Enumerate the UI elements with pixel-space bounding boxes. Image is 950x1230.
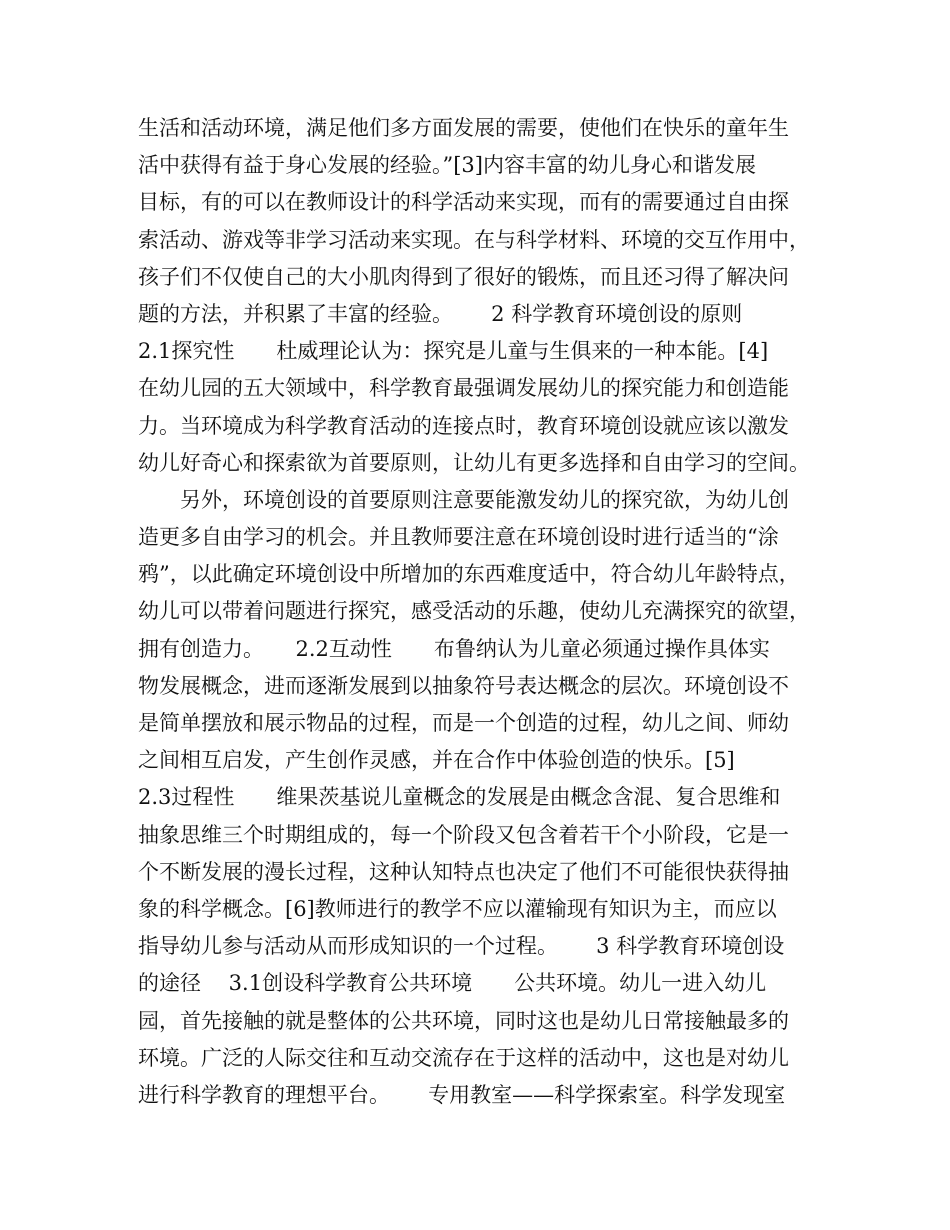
text-line: 之间相互启发，产生创作灵感，并在合作中体验创造的快乐。[5] [138,748,735,773]
text-line: 目标，有的可以在教师设计的科学活动来实现，而有的需要通过自由探 [138,190,789,215]
text-line: 指导幼儿参与活动从而形成知识的一个过程。 3 科学教育环境创设 [138,934,785,959]
text-line: 孩子们不仅使自己的大小肌肉得到了很好的锻炼，而且还习得了解决问 [138,264,789,289]
text-line: 鸦”，以此确定环境创设中所增加的东西难度适中，符合幼儿年龄特点， [138,562,800,587]
text-line: 的途径 3.1创设科学教育公共环境 公共环境。幼儿一进入幼儿 [138,971,767,996]
text-line: 象的科学概念。[6]教师进行的教学不应以灌输现有知识为主，而应以 [138,896,777,921]
text-line: 2.3过程性 维果茨基说儿童概念的发展是由概念含混、复合思维和 [138,785,781,810]
text-line: 活中获得有益于身心发展的经验。”[3]内容丰富的幼儿身心和谐发展 [138,153,756,178]
text-line: 抽象思维三个时期组成的，每一个阶段又包含着若干个小阶段，它是一 [138,822,789,847]
text-line: 另外，环境创设的首要原则注意要能激发幼儿的探究欲，为幼儿创 [138,487,789,512]
text-line: 力。当环境成为科学教育活动的连接点时，教育环境创设就应该以激发 [138,413,789,438]
body-text [138,110,828,1114]
text-line: 幼儿可以带着问题进行探究，感受活动的乐趣，使幼儿充满探究的欲望， [138,599,810,624]
text-line: 园，首先接触的就是整体的公共环境，同时这也是幼儿日常接触最多的 [138,1008,789,1033]
text-line: 造更多自由学习的机会。并且教师要注意在环境创设时进行适当的“涂 [138,525,779,550]
text-line: 是简单摆放和展示物品的过程，而是一个创造的过程，幼儿之间、师幼 [138,711,789,735]
text-line: 进行科学教育的理想平台。 专用教室——科学探索室。科学发现室 [138,1082,786,1107]
text-line: 2.1探究性 杜威理论认为：探究是儿童与生俱来的一种本能。[4] [138,339,769,364]
text-line: 物发展概念，进而逐渐发展到以抽象符号表达概念的层次。环境创设不 [138,673,789,698]
text-line: 个不断发展的漫长过程，这种认知特点也决定了他们不可能很快获得抽 [138,859,789,884]
text-line: 生活和活动环境，满足他们多方面发展的需要，使他们在快乐的童年生 [138,116,789,140]
text-line: 幼儿好奇心和探索欲为首要原则，让幼儿有更多选择和自由学习的空间。 [138,450,810,475]
text-line: 在幼儿园的五大领域中，科学教育最强调发展幼儿的探究能力和创造能 [138,376,789,401]
text-line: 拥有创造力。 2.2互动性 布鲁纳认为儿童必须通过操作具体实 [138,636,770,661]
text-line: 题的方法，并积累了丰富的经验。 2 科学教育环境创设的原则 [138,301,743,326]
text-line: 索活动、游戏等非学习活动来实现。在与科学材料、环境的交互作用中， [138,227,810,252]
text-line: 环境。广泛的人际交往和互动交流存在于这样的活动中，这也是对幼儿 [138,1045,789,1070]
